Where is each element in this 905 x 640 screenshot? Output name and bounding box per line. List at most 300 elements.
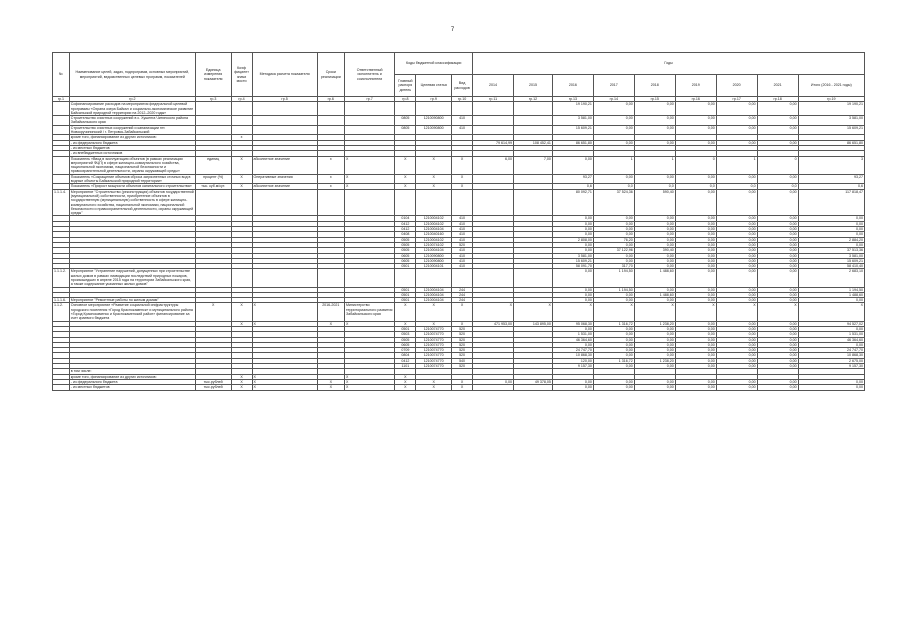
- header-year: 2016: [552, 75, 593, 97]
- table-cell: 3 581,00: [552, 253, 593, 258]
- table-cell: - из внебюджетных источников: [69, 151, 195, 156]
- table-cell: [252, 102, 317, 116]
- table-cell: 0,00: [716, 232, 757, 237]
- table-cell: [344, 116, 394, 126]
- table-cell: Х: [452, 303, 473, 321]
- header-year: 2019: [675, 75, 716, 97]
- table-cell: 0,00: [757, 326, 798, 331]
- table-cell: [514, 269, 553, 287]
- table-cell: 0,00: [593, 326, 634, 331]
- table-cell: 37 122,96: [593, 248, 634, 253]
- table-cell: 0,00: [593, 353, 634, 358]
- table-cell: Х: [344, 156, 394, 174]
- table-cell: 0,00: [634, 287, 675, 292]
- table-cell: 0,00: [675, 385, 716, 390]
- table-cell: [252, 125, 317, 135]
- table-cell: 0501: [395, 264, 416, 269]
- table-cell: 86 651,80: [798, 140, 864, 145]
- table-cell: [416, 269, 452, 287]
- table-cell: 0412: [395, 227, 416, 232]
- table-cell: [53, 385, 70, 390]
- table-cell: 1210004104: [416, 292, 452, 297]
- table-cell: 0,00: [716, 102, 757, 116]
- table-cell: Х: [716, 303, 757, 321]
- table-cell: 0,00: [634, 237, 675, 242]
- table-cell: 0,00: [798, 232, 864, 237]
- table-cell: 0,00: [552, 287, 593, 292]
- table-cell: 0,00: [552, 292, 593, 297]
- header-years: Годы: [473, 53, 865, 75]
- table-cell: 0,00: [675, 379, 716, 384]
- table-cell: 0,00: [593, 242, 634, 247]
- table-cell: 1 194,50: [593, 287, 634, 292]
- table-cell: 0,00: [634, 174, 675, 184]
- table-cell: 0,00: [675, 287, 716, 292]
- table-cell: 0,00: [757, 253, 798, 258]
- table-cell: 80 092,71: [552, 189, 593, 216]
- table-cell: 0: [675, 156, 716, 174]
- table-cell: Х: [416, 184, 452, 189]
- table-cell: 0,00: [757, 189, 798, 216]
- table-cell: 1210090800: [416, 253, 452, 258]
- table-cell: 0,00: [716, 140, 757, 145]
- column-number: гр.14: [593, 97, 634, 102]
- table-cell: Мероприятие "Устранение нарушений, допущенных при строительстве жилых домов в рамках ликвидации последствий природных пожаров, произошедших в апреле 2015 года на территории Забайкальского края, а также содержание указанных жилых домов": [69, 269, 195, 287]
- table-cell: 0,00: [552, 326, 593, 331]
- table-cell: 0,00: [473, 379, 514, 384]
- table-row: [53, 174, 865, 184]
- column-number: гр.13: [552, 97, 593, 102]
- table-cell: процент (%): [195, 174, 231, 184]
- table-cell: 244: [452, 292, 473, 297]
- table-cell: 0,00: [634, 116, 675, 126]
- table-cell: 0,00: [757, 298, 798, 303]
- table-cell: 0,00: [716, 248, 757, 253]
- table-cell: 0,00: [593, 332, 634, 337]
- table-cell: 1210090800: [416, 125, 452, 135]
- table-cell: 0,00: [716, 237, 757, 242]
- table-cell: 2 884,20: [798, 237, 864, 242]
- table-cell: 0412: [395, 221, 416, 226]
- table-cell: 0,00: [593, 253, 634, 258]
- table-cell: 410: [452, 253, 473, 258]
- table-cell: 0,00: [634, 264, 675, 269]
- table-cell: Х: [452, 174, 473, 184]
- table-cell: [473, 189, 514, 216]
- table-cell: 1 488,60: [798, 292, 864, 297]
- table-cell: 58 091,70: [552, 264, 593, 269]
- table-cell: 0,00: [757, 116, 798, 126]
- table-cell: 0,00: [675, 332, 716, 337]
- table-cell: 1 316,72: [593, 358, 634, 363]
- column-number: гр.1: [53, 97, 70, 102]
- table-row: [53, 269, 865, 287]
- table-cell: 0,00: [593, 232, 634, 237]
- table-cell: 3 581,00: [798, 116, 864, 126]
- table-cell: 0,00: [757, 140, 798, 145]
- table-cell: [514, 174, 553, 184]
- table-cell: 0,00: [757, 292, 798, 297]
- table-cell: [195, 189, 231, 216]
- table-cell: 0: [757, 156, 798, 174]
- table-cell: 0,00: [757, 237, 798, 242]
- table-cell: 0,00: [593, 292, 634, 297]
- table-cell: 0,00: [675, 189, 716, 216]
- program-table: [52, 52, 865, 391]
- table-cell: Показатель «Ввод в эксплуатацию объектов (в рамках реализации мероприятий ФЦП) в сфере жилищно-коммунального хозяйства, национальной экономики, национальной безопасности и правоохранительной деятельности, охраны окружающей среды»: [69, 156, 195, 174]
- table-cell: 0,00: [675, 221, 716, 226]
- table-row: [53, 156, 865, 174]
- table-cell: Х: [452, 379, 473, 384]
- table-cell: 49 378,05: [514, 379, 553, 384]
- table-cell: Мероприятие "Ремонтные работы по жилым домам": [69, 298, 195, 303]
- header-year: 2021: [757, 75, 798, 97]
- table-cell: 0,00: [675, 321, 716, 326]
- table-cell: 0,00: [634, 253, 675, 258]
- table-cell: 15 609,21: [552, 125, 593, 135]
- table-cell: 0,00: [757, 232, 798, 237]
- table-cell: Х: [395, 379, 416, 384]
- table-cell: [416, 189, 452, 216]
- table-cell: Х: [395, 321, 416, 326]
- table-cell: Строительство очистных сооружений и канализации пгт. Новокручининский / г. Петровск-Забайкальский: [69, 125, 195, 135]
- table-cell: 0,00: [675, 140, 716, 145]
- header-year: 2017: [593, 75, 634, 97]
- table-cell: 0,00: [675, 125, 716, 135]
- table-cell: [344, 269, 394, 287]
- table-cell: 410: [452, 248, 473, 253]
- table-cell: 76,20: [593, 237, 634, 242]
- table-cell: 0,00: [757, 337, 798, 342]
- table-cell: 0,0: [716, 184, 757, 189]
- table-cell: 0,00: [798, 298, 864, 303]
- table-cell: 244: [452, 287, 473, 292]
- table-cell: 0,00: [716, 298, 757, 303]
- table-cell: 0,0: [757, 184, 798, 189]
- table-cell: 0,00: [634, 379, 675, 384]
- table-cell: [473, 385, 514, 390]
- table-cell: Х: [416, 385, 452, 390]
- table-cell: Х: [395, 174, 416, 184]
- header-year: 2020: [716, 75, 757, 97]
- table-cell: Х: [252, 321, 317, 326]
- table-cell: Показатель «Сокращение объемов сброса загрязненных сточных вод в водные объекты Байкальской природной территории»: [69, 174, 195, 184]
- table-cell: Х: [344, 184, 394, 189]
- table-cell: 410: [452, 232, 473, 237]
- table-cell: 37 513,36: [798, 248, 864, 253]
- table-cell: х: [317, 184, 344, 189]
- table-cell: 1 238,20: [634, 321, 675, 326]
- table-cell: 0,00: [757, 174, 798, 184]
- table-cell: [473, 116, 514, 126]
- table-cell: 0408: [395, 232, 416, 237]
- table-cell: Х: [757, 303, 798, 321]
- table-cell: 120,00: [552, 358, 593, 363]
- table-row: [53, 385, 865, 390]
- table-cell: Х: [675, 303, 716, 321]
- table-cell: [195, 102, 231, 116]
- table-cell: 244: [452, 298, 473, 303]
- table-cell: 1210074770: [416, 342, 452, 347]
- table-cell: [514, 116, 553, 126]
- table-cell: 410: [452, 237, 473, 242]
- table-cell: Х: [231, 174, 252, 184]
- table-cell: [252, 269, 317, 287]
- table-cell: 0,00: [634, 348, 675, 353]
- table-cell: 0,00: [716, 321, 757, 326]
- table-cell: 0505: [395, 237, 416, 242]
- column-number: гр.15: [634, 97, 675, 102]
- table-cell: 0,00: [757, 379, 798, 384]
- table-cell: 1210074102: [416, 242, 452, 247]
- table-cell: 0,00: [593, 216, 634, 221]
- table-cell: 0,00: [593, 125, 634, 135]
- table-cell: Министерство территориального развития Забайкальского края: [344, 303, 394, 321]
- table-cell: [231, 102, 252, 116]
- table-cell: 0,00: [798, 385, 864, 390]
- table-cell: тыс. куб.м/сут.: [195, 184, 231, 189]
- table-cell: [317, 269, 344, 287]
- table-cell: 0501: [395, 326, 416, 331]
- table-cell: 0,00: [757, 287, 798, 292]
- table-cell: 1210040160: [416, 232, 452, 237]
- table-cell: 0,00: [552, 232, 593, 237]
- table-cell: 2 808,00: [552, 237, 593, 242]
- table-cell: 0,00: [593, 364, 634, 369]
- table-cell: 0,00: [716, 292, 757, 297]
- table-cell: [53, 174, 70, 184]
- table-cell: 3: [798, 156, 864, 174]
- table-cell: 0605: [395, 258, 416, 263]
- table-cell: 1.1.2.: [53, 303, 70, 321]
- table-row: [53, 189, 865, 216]
- table-cell: Х: [452, 184, 473, 189]
- table-cell: [452, 189, 473, 216]
- table-cell: 1210004102: [416, 221, 452, 226]
- table-cell: 1210004104: [416, 227, 452, 232]
- table-cell: 520: [452, 342, 473, 347]
- table-cell: - из местных бюджетов: [69, 145, 195, 150]
- table-cell: Х: [552, 303, 593, 321]
- header-total: Итого (2016 - 2021 годы): [798, 75, 864, 97]
- header-name: Наименование целей, задач, подпрограмм, основных мероприятий, мероприятий, ведомственных целевых программ, показателей: [69, 53, 195, 97]
- table-cell: Оперативные значения: [252, 174, 317, 184]
- table-cell: 0,00: [634, 298, 675, 303]
- table-cell: 1210074770: [416, 337, 452, 342]
- table-cell: 3 581,00: [798, 253, 864, 258]
- table-cell: 0,6: [552, 184, 593, 189]
- column-number: гр.3: [195, 97, 231, 102]
- table-cell: 93,27: [552, 174, 593, 184]
- table-cell: 0,00: [675, 337, 716, 342]
- table-cell: [473, 269, 514, 287]
- table-cell: 1210074770: [416, 348, 452, 353]
- column-number: гр.10: [452, 97, 473, 102]
- table-cell: [317, 116, 344, 126]
- table-cell: Х: [231, 184, 252, 189]
- table-cell: [53, 156, 70, 174]
- table-cell: Х: [317, 385, 344, 390]
- table-cell: 0501: [395, 287, 416, 292]
- table-cell: 1: [593, 156, 634, 174]
- table-cell: Х: [231, 379, 252, 384]
- table-cell: 0,00: [552, 216, 593, 221]
- table-cell: 37 524,36: [593, 189, 634, 216]
- table-cell: 1210074770: [416, 353, 452, 358]
- table-row: [53, 116, 865, 126]
- table-cell: 1210090800: [416, 116, 452, 126]
- header-executor: Ответственный исполнитель и соисполнители: [344, 53, 394, 97]
- column-number: гр.19: [798, 97, 864, 102]
- table-cell: 1 316,72: [593, 321, 634, 326]
- table-cell: 1 488,60: [634, 269, 675, 287]
- table-cell: 7,00: [514, 156, 553, 174]
- table-cell: 410: [452, 227, 473, 232]
- table-cell: 0,00: [757, 269, 798, 287]
- table-cell: 117 818,47: [798, 189, 864, 216]
- table-cell: Х: [452, 385, 473, 390]
- table-cell: 0,00: [757, 258, 798, 263]
- table-cell: 19 190,21: [798, 102, 864, 116]
- table-cell: 0,00: [634, 102, 675, 116]
- table-cell: 0,00: [593, 385, 634, 390]
- table-cell: 0,00: [552, 342, 593, 347]
- table-cell: 0,00: [757, 242, 798, 247]
- table-cell: 520: [452, 337, 473, 342]
- table-cell: 0,00: [593, 227, 634, 232]
- table-cell: 0,00: [552, 298, 593, 303]
- table-cell: х: [231, 135, 252, 140]
- table-cell: 520: [452, 242, 473, 247]
- table-cell: 0,00: [675, 348, 716, 353]
- table-cell: [395, 102, 416, 116]
- table-cell: 79 614,99: [473, 140, 514, 145]
- header-term: Сроки реализации: [317, 53, 344, 97]
- table-cell: 590,40: [634, 189, 675, 216]
- table-cell: 0,00: [593, 258, 634, 263]
- table-cell: [344, 189, 394, 216]
- table-cell: Х: [395, 156, 416, 174]
- table-cell: 1: [716, 156, 757, 174]
- table-cell: [231, 125, 252, 135]
- table-cell: 0,00: [552, 385, 593, 390]
- table-cell: 0,00: [757, 353, 798, 358]
- table-cell: 0605: [395, 253, 416, 258]
- table-cell: 95 068,30: [552, 321, 593, 326]
- header-method: Методика расчета показателя: [252, 53, 317, 97]
- table-cell: [452, 102, 473, 116]
- table-cell: [514, 189, 553, 216]
- table-cell: 0104: [395, 216, 416, 221]
- column-number: гр.11: [473, 97, 514, 102]
- header-coef: Коэф фициент значи мости: [231, 53, 252, 97]
- table-cell: 0,00: [757, 221, 798, 226]
- table-cell: 0,00: [552, 379, 593, 384]
- table-cell: 520: [452, 326, 473, 331]
- table-cell: 0,00: [634, 242, 675, 247]
- table-cell: [395, 189, 416, 216]
- table-cell: Х: [344, 174, 394, 184]
- table-cell: [195, 269, 231, 287]
- table-cell: 540: [452, 358, 473, 363]
- table-cell: 1 194,50: [798, 287, 864, 292]
- column-number: гр.5: [252, 97, 317, 102]
- table-cell: Х: [452, 156, 473, 174]
- table-cell: 0501: [395, 298, 416, 303]
- table-cell: 0,00: [634, 385, 675, 390]
- table-cell: 0,00: [675, 269, 716, 287]
- table-cell: 0,00: [675, 227, 716, 232]
- table-cell: 0,00: [593, 221, 634, 226]
- column-number: гр.7: [344, 97, 394, 102]
- table-cell: Х: [416, 303, 452, 321]
- table-cell: 1210074770: [416, 358, 452, 363]
- table-cell: Х: [798, 303, 864, 321]
- table-cell: 0,00: [593, 337, 634, 342]
- table-cell: Х: [231, 385, 252, 390]
- table-cell: 1 531,00: [798, 332, 864, 337]
- table-cell: 0,00: [716, 379, 757, 384]
- table-cell: 2016-2021: [317, 303, 344, 321]
- table-cell: 0,00: [675, 364, 716, 369]
- table-cell: [252, 189, 317, 216]
- table-cell: 0,00: [675, 102, 716, 116]
- table-cell: Х: [473, 303, 514, 321]
- table-cell: 1210074770: [416, 332, 452, 337]
- table-cell: 0,00: [716, 116, 757, 126]
- table-cell: 1.1.1.6.: [53, 298, 70, 303]
- table-cell: 1210004104: [416, 248, 452, 253]
- table-cell: 0,00: [798, 227, 864, 232]
- table-cell: Х: [395, 374, 416, 379]
- table-cell: Х: [416, 379, 452, 384]
- table-cell: [452, 269, 473, 287]
- table-cell: 1101: [395, 364, 416, 369]
- table-cell: 0,00: [757, 332, 798, 337]
- table-cell: 0,00: [757, 348, 798, 353]
- column-number: гр.2: [69, 97, 195, 102]
- table-cell: 1210074770: [416, 326, 452, 331]
- table-cell: 19 190,21: [552, 102, 593, 116]
- table-cell: 0,00: [757, 102, 798, 116]
- table-cell: 1210004104: [416, 287, 452, 292]
- table-cell: Х: [231, 321, 252, 326]
- table-cell: Софинансирование расходов на мероприятия федеральной целевой программы «Охрана озера Байкал и социально-экономическое развитие Байкальской природной территории на 2012–2020 годы»: [69, 102, 195, 116]
- header-target-article: Целевая статья: [416, 75, 452, 97]
- table-cell: 0,0: [675, 184, 716, 189]
- table-cell: 2 683,10: [798, 269, 864, 287]
- table-cell: 0,6: [798, 184, 864, 189]
- table-cell: 0,00: [716, 227, 757, 232]
- header-year: 2018: [634, 75, 675, 97]
- table-cell: 0,00: [716, 353, 757, 358]
- table-cell: [231, 269, 252, 287]
- table-cell: 0,00: [798, 221, 864, 226]
- table-cell: 10 868,30: [552, 353, 593, 358]
- table-cell: 1 531,00: [552, 332, 593, 337]
- header-expense-type: Вид расходов: [452, 75, 473, 97]
- table-cell: 0,00: [593, 348, 634, 353]
- column-number: гр.8: [395, 97, 416, 102]
- table-cell: 0,00: [716, 337, 757, 342]
- table-cell: 0,00: [798, 342, 864, 347]
- table-cell: 24 747,70: [798, 348, 864, 353]
- table-cell: 0,00: [675, 232, 716, 237]
- header-main-manager: Главный распоря дитель: [395, 75, 416, 97]
- table-cell: 0,00: [757, 248, 798, 253]
- table-cell: 0,00: [716, 221, 757, 226]
- table-cell: Х: [395, 303, 416, 321]
